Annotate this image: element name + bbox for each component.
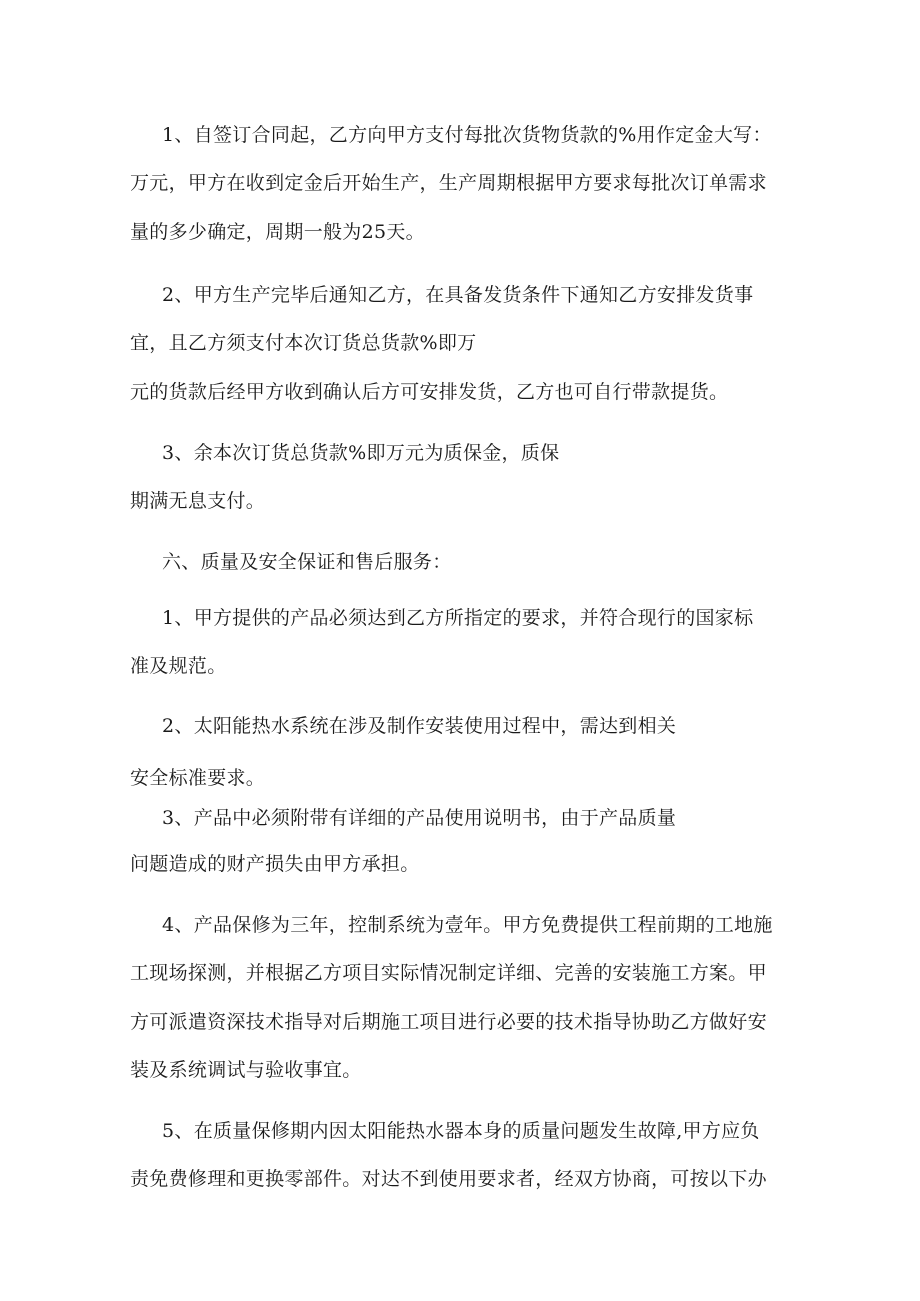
section-six-clause-3-line-1: 3、产品中必须附带有详细的产品使用说明书，由于产品质量 [162, 807, 677, 829]
section-six-clause-4-line-2: 工现场探测，并根据乙方项目实际情况制定详细、完善的安装施工方案。甲 [130, 962, 767, 984]
section-six-clause-1-line-1: 1、甲方提供的产品必须达到乙方所指定的要求，并符合现行的国家标 [162, 607, 754, 629]
section-six-clause-5-line-2: 责免费修理和更换零部件。对达不到使用要求者，经双方协商，可按以下办 [130, 1168, 767, 1190]
section-six-clause-3-line-2: 问题造成的财产损失由甲方承担。 [130, 853, 420, 875]
section-six-clause-1-line-2: 准及规范。 [130, 655, 227, 677]
section-six-clause-2-line-1: 2、太阳能热水系统在涉及制作安装使用过程中，需达到相关 [162, 715, 677, 737]
section-six-clause-4-line-3: 方可派遣资深技术指导对后期施工项目进行必要的技术指导协助乙方做好安 [130, 1011, 767, 1033]
section-six-clause-2-line-2: 安全标准要求。 [130, 767, 266, 789]
clause-3-line-1: 3、余本次订货总货款%即万元为质保金，质保 [162, 442, 560, 464]
clause-3-line-2: 期满无息支付。 [130, 490, 266, 512]
clause-1-line-3: 量的多少确定，周期一般为25天。 [130, 221, 425, 243]
clause-1-line-1: 1、自签订合同起，乙方向甲方支付每批次货物货款的%用作定金大写： [162, 124, 772, 146]
section-six-heading: 六、质量及安全保证和售后服务： [162, 551, 452, 573]
clause-2-line-3: 元的货款后经甲方收到确认后方可安排发货，乙方也可自行带款提货。 [130, 381, 729, 403]
clause-1-line-2: 万元，甲方在收到定金后开始生产，生产周期根据甲方要求每批次订单需求 [130, 172, 767, 194]
clause-2-line-2: 宜，且乙方须支付本次订货总货款%即万 [130, 332, 477, 354]
section-six-clause-4-line-1: 4、产品保修为三年，控制系统为壹年。甲方免费提供工程前期的工地施 [162, 914, 773, 936]
section-six-clause-4-line-4: 装及系统调试与验收事宜。 [130, 1059, 362, 1081]
clause-2-line-1: 2、甲方生产完毕后通知乙方，在具备发货条件下通知乙方安排发货事 [162, 284, 754, 306]
section-six-clause-5-line-1: 5、在质量保修期内因太阳能热水器本身的质量问题发生故障,甲方应负 [162, 1120, 760, 1142]
